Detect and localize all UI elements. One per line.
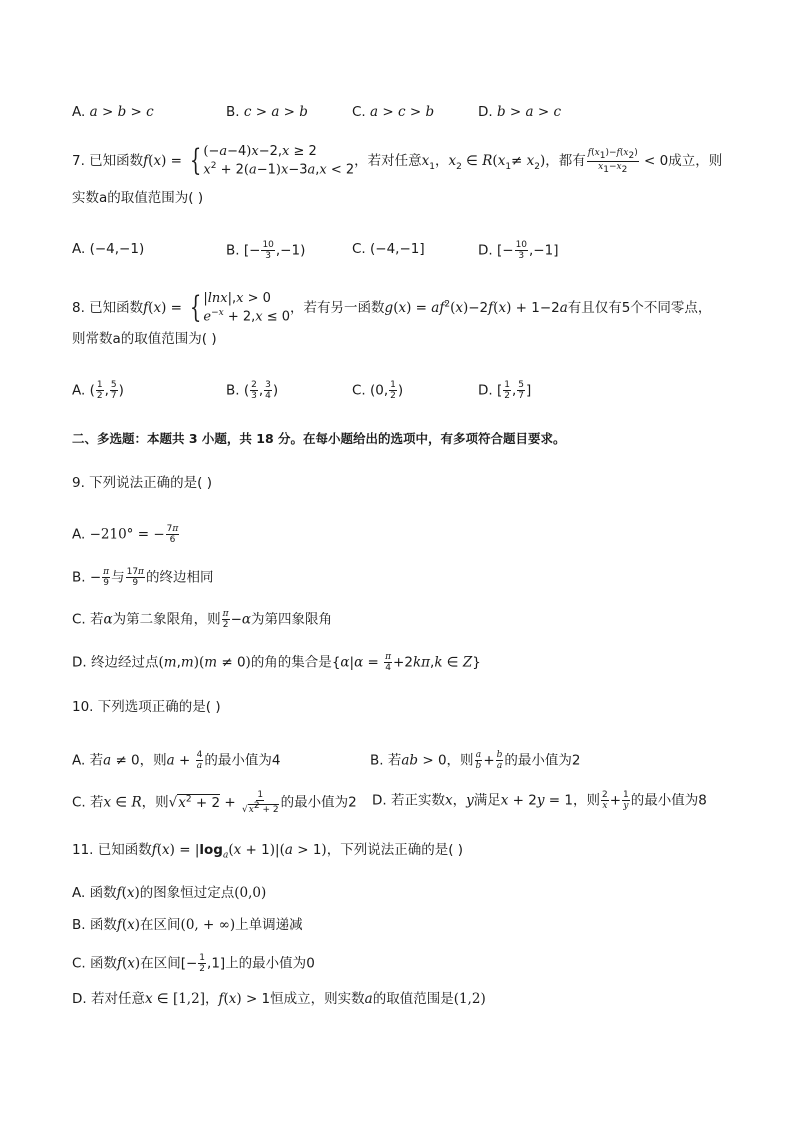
- q7-fraction: $\frac{f(x_1)-f(x_2)}{x_1-x_2}$: [587, 147, 638, 175]
- q10-option-c: C. 若x ∈ R，则$√x^2 + 2$ + $\frac{1}{√x^2 + 2}$ 的最小值为2: [72, 790, 357, 815]
- q8-middle: ，若有另一函数: [290, 300, 385, 317]
- q9-option-b: B. − $\frac{\pi}{9}$ 与 $\frac{17\pi}{9}$ 的终边相同: [72, 567, 214, 588]
- q10-option-b: B. 若ab > 0，则 $\frac{a}{b}$ + $\frac{b}{a}$ 的最小值为2: [370, 750, 581, 771]
- q6-option-d: D. b > a > c: [478, 104, 562, 120]
- q9-option-d: D. 终边经过点(m,m)(m ≠ 0)的角的集合是{α|α = $\frac{\pi}{4}$ +2kπ,k ∈ Z}: [72, 652, 481, 673]
- q7-suffix: 成立，则: [668, 153, 723, 170]
- q6-option-b: B. c > a > b: [226, 104, 308, 120]
- q11-option-a: A. 函数f(x)的图象恒过定点(0,0): [72, 885, 267, 901]
- q7-line2: 实数a的取值范围为( ): [72, 190, 204, 206]
- q7-option-c: C. (−4,−1]: [352, 241, 425, 257]
- q11-option-b: B. 函数f(x)在区间(0, + ∞)上单调递减: [72, 917, 303, 933]
- q8-prefix: 8. 已知函数: [72, 300, 144, 317]
- q6-option-a: A. a > b > c: [72, 104, 154, 120]
- q7-middle: ，都有: [545, 153, 586, 170]
- q7-option-b: B. [− $\frac{10}{3}$ ,−1): [226, 240, 306, 261]
- q6-option-c: C. a > c > b: [352, 104, 435, 120]
- q8-option-d: D. [ $\frac{1}{2}$ , $\frac{5}{7}$ ]: [478, 380, 532, 401]
- q8-option-b: B. ( $\frac{2}{3}$ , $\frac{3}{4}$ ): [226, 380, 279, 401]
- q7-piecewise: { (−a−4)x−2,x ≥ 2 $x^2 + 2(a-1)x-3a,x < 2$: [190, 143, 355, 179]
- q8-suffix: 有且仅有5个不同零点，: [567, 300, 712, 317]
- q10-option-d: D. 若正实数x，y满足x + 2y = 1，则 $\frac{2}{x}$ + $\frac{1}{y}$ 的最小值为8: [372, 790, 707, 811]
- q8-line2: 则常数a的取值范围为( ): [72, 331, 217, 347]
- q8-piecewise: { |lnx|,x > 0 $e^{-x} + 2,x \le 0$: [190, 290, 291, 326]
- q7-condition: ，若对任意: [354, 153, 422, 170]
- q11-stem: 11. 已知函数$f(x) = |\log_a(x + 1)|(a > 1)$，下列说法正确的是( ): [72, 842, 464, 861]
- q7-prefix: 7. 已知函数: [72, 153, 144, 170]
- q9-stem: 9. 下列说法正确的是( ): [72, 475, 212, 491]
- q8-option-a: A. ( $\frac{1}{2}$ , $\frac{5}{7}$ ): [72, 380, 124, 401]
- q9-option-c: C. 若α为第二象限角，则 $\frac{\pi}{2}$ −α为第四象限角: [72, 609, 332, 630]
- q10-stem: 10. 下列选项正确的是( ): [72, 699, 221, 715]
- q7-stem: 7. 已知函数f(x) = { (−a−4)x−2,x ≥ 2 $x^2 + 2(a-1)x-3a,x < 2$ ，若对任意$x_1$，$x_2$ ∈ $R(x_1\ne x_2)$，都有 $\frac{f(x_1)-f(x_2)}{x_1-x_2}$ < 0成立，则: [72, 143, 723, 179]
- q9-option-a: A. −210° = − $\frac{7\pi}{6}$: [72, 524, 179, 545]
- q11-option-c: C. 函数f(x)在区间[− $\frac{1}{2}$ ,1]上的最小值为0: [72, 953, 315, 974]
- q8-stem: 8. 已知函数f(x) = { |lnx|,x > 0 $e^{-x} + 2,x \le 0$ ，若有另一函数$g(x) = af^2(x)-2f(x) + 1-2a$有且仅有5个不同零点，: [72, 290, 712, 326]
- section-2-title: 二、多选题：本题共 3 小题，共 18 分。在每小题给出的选项中，有多项符合题目要求。: [72, 431, 566, 446]
- q10-option-a: A. 若a ≠ 0，则a + $\frac{4}{a}$ 的最小值为4: [72, 750, 281, 771]
- q8-option-c: C. (0, $\frac{1}{2}$ ): [352, 380, 404, 401]
- q7-option-d: D. [− $\frac{10}{3}$ ,−1]: [478, 240, 559, 261]
- q11-option-d: D. 若对任意x ∈ [1,2]，f(x) > 1恒成立，则实数a的取值范围是(1,2): [72, 991, 486, 1007]
- q7-option-a: A. (−4,−1): [72, 241, 145, 257]
